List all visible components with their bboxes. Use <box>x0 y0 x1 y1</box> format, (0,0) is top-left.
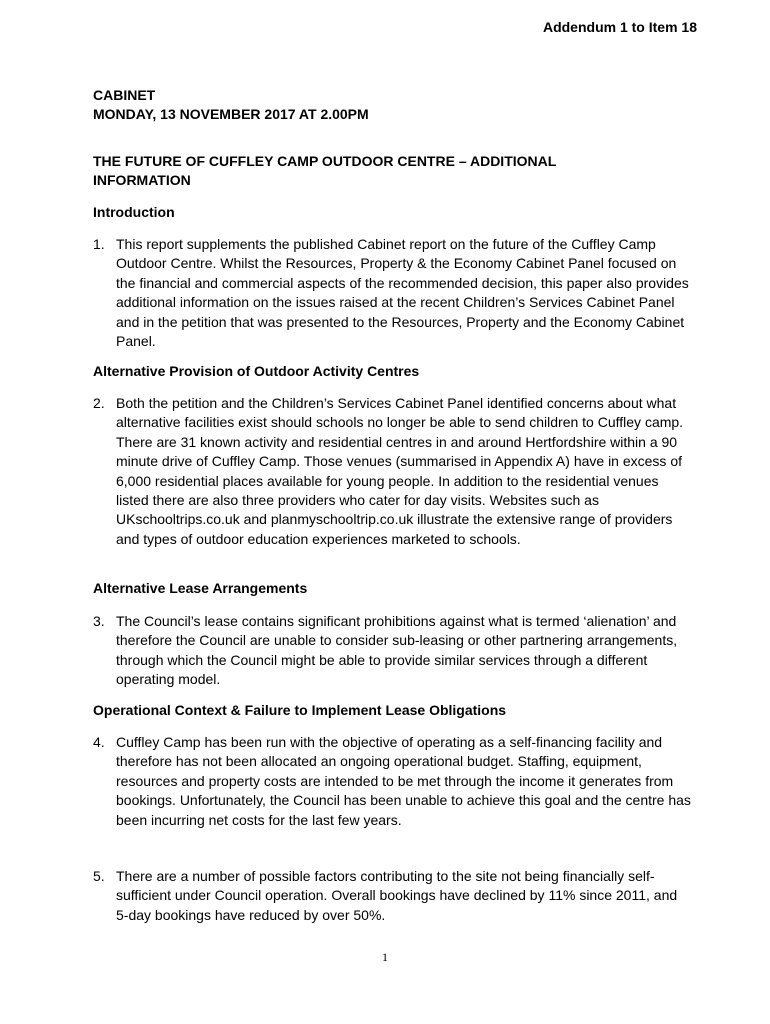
section-heading-alternative-provision: Alternative Provision of Outdoor Activity Centres <box>93 363 420 379</box>
paragraph-text: This report supplements the published Cabinet report on the future of the Cuffley Camp Outdoor Centre. Whilst the Resources, Property & the Economy Cabinet Panel focused on the financial and commercial aspects of the recommended decision, this paper also provides additional information on the issues raised at the recent Children’s Services Cabinet Panel and in the petition that was presented to the Resources, Property and the Economy Cabinet Panel. <box>116 236 689 350</box>
paragraph-text: There are a number of possible factors contributing to the site not being financially self-sufficient under Council operation. Overall bookings have declined by 11% since 2011, and 5-day bookings have reduced by over 50%. <box>116 868 678 923</box>
paragraph-3 <box>93 612 693 690</box>
page-number: 1 <box>382 950 388 964</box>
paragraph-5 <box>93 867 693 925</box>
paragraph-number: 3. <box>93 613 105 629</box>
paragraph-number: 5. <box>93 868 105 884</box>
paragraph-1 <box>93 235 693 351</box>
paragraph-2 <box>93 394 693 549</box>
paragraph-text: Both the petition and the Children’s Services Cabinet Panel identified concerns about what alternative facilities exist should schools no longer be able to send children to Cuffley camp. There are 31 known activity and residential centres in and around Hertfordshire within a 90 minute drive of Cuffley Camp. Those venues (summarised in Appendix A) have in excess of 6,000 residential places available for young people. In addition to the residential venues listed there are also three providers who cater for day visits. Websites such as UKschooltrips.co.uk and planmyschooltrip.co.uk illustrate the extensive range of providers and types of outdoor education experiences marketed to schools. <box>116 395 684 547</box>
paragraph-text: The Council’s lease contains significant prohibitions against what is termed ‘alienation’ and therefore the Council are unable to consider sub-leasing or other partnering arrangements, through which the Council might be able to provide similar services through a different operating model. <box>116 613 678 688</box>
section-heading-lease-arrangements: Alternative Lease Arrangements <box>93 580 308 596</box>
meeting-date: MONDAY, 13 NOVEMBER 2017 AT 2.00PM <box>93 106 369 122</box>
meeting-info <box>93 86 369 124</box>
paragraph-number: 4. <box>93 734 105 750</box>
section-heading-operational-context: Operational Context & Failure to Implement Lease Obligations <box>93 702 507 718</box>
paragraph-4 <box>93 733 693 830</box>
paragraph-text: Cuffley Camp has been run with the objective of operating as a self-financing facility and therefore has not been allocated an ongoing operational budget. Staffing, equipment, resources and property costs are intended to be met through the income it generates from bookings. Unfortunately, the Council has been unable to achieve this goal and the centre has been incurring net costs for the last few years. <box>116 734 691 828</box>
paragraph-number: 1. <box>93 236 105 252</box>
addendum-label: Addendum 1 to Item 18 <box>542 19 697 35</box>
meeting-body: CABINET <box>93 87 156 103</box>
paragraph-number: 2. <box>93 395 105 411</box>
section-heading-introduction: Introduction <box>93 204 175 220</box>
report-title: THE FUTURE OF CUFFLEY CAMP OUTDOOR CENTRE – ADDITIONAL INFORMATION <box>93 153 557 188</box>
